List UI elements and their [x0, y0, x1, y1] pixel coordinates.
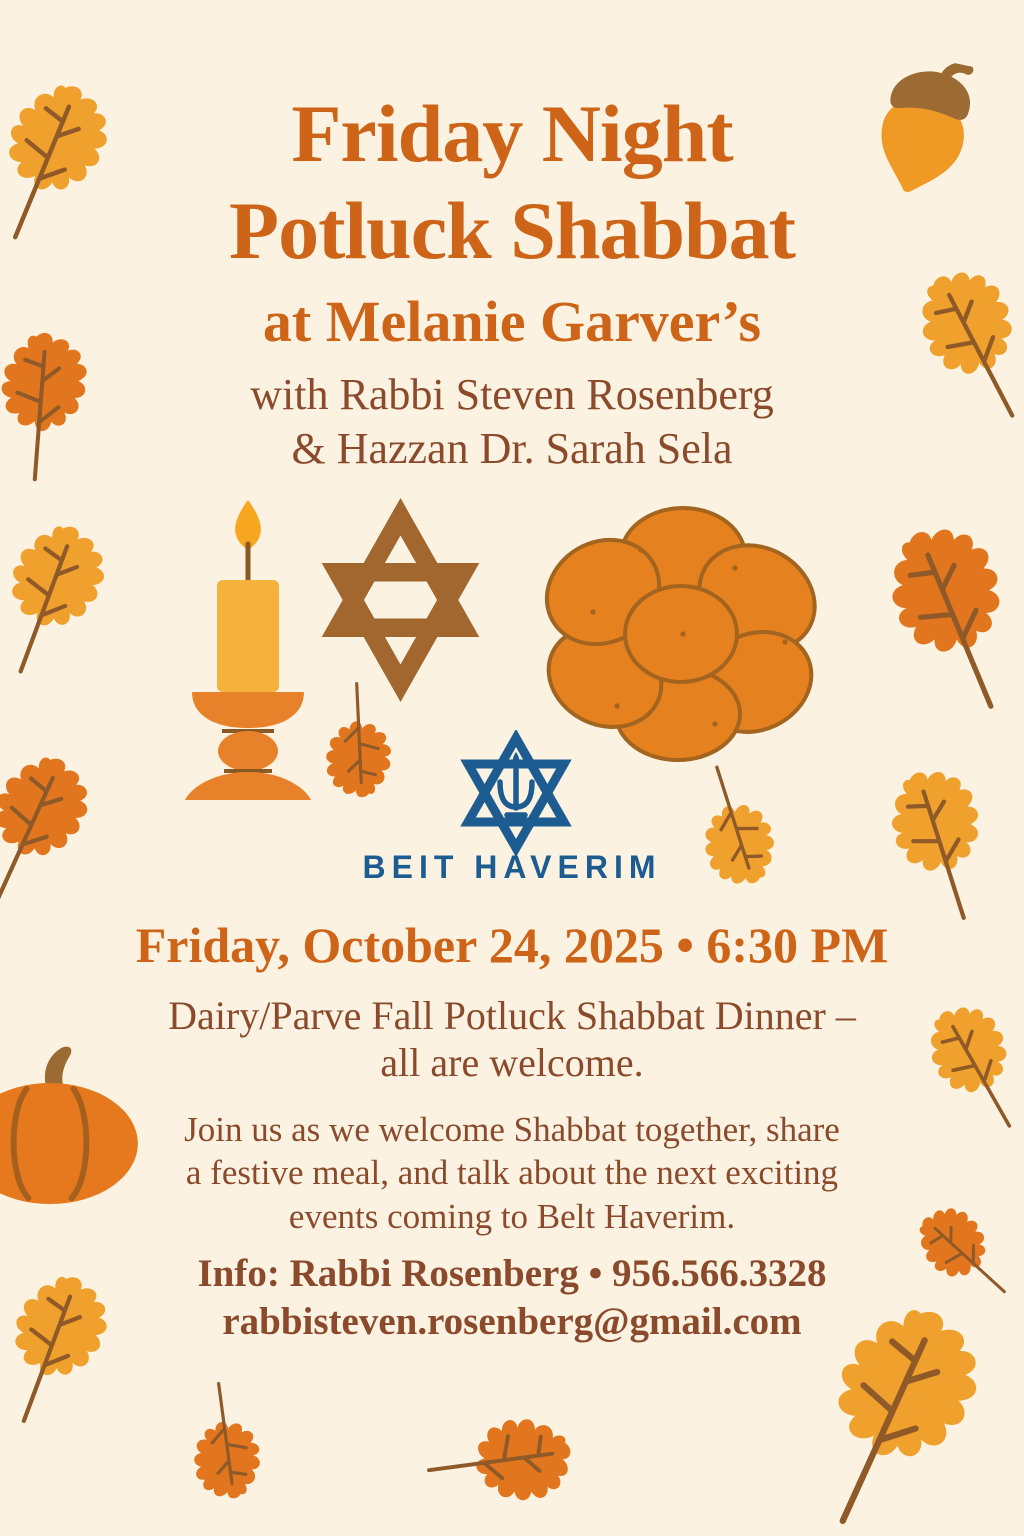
oak-leaf-icon	[411, 1385, 590, 1536]
event-description	[0, 992, 1024, 1086]
event-datetime: Friday, October 24, 2025 • 6:30 PM	[135, 917, 889, 973]
hosts-line1: with Rabbi Steven Rosenberg	[250, 370, 774, 419]
contact-info	[0, 1250, 1024, 1345]
event-description-line2: all are welcome.	[380, 1040, 644, 1086]
oak-leaf-icon	[0, 741, 111, 921]
org-name: BEIT HAVERIM	[362, 849, 662, 885]
title-line1: Friday Night	[291, 88, 733, 179]
event-body-line2: a festive meal, and talk about the next exciting	[185, 1153, 839, 1193]
page-title	[0, 86, 1024, 280]
event-body-line3: events coming to Belt Haverim.	[288, 1196, 736, 1236]
contact-line1: Info: Rabbi Rosenberg • 956.566.3328	[197, 1252, 827, 1295]
event-description-line1: Dairy/Parve Fall Potluck Shabbat Dinner –	[168, 993, 856, 1038]
oak-leaf-icon	[851, 743, 1024, 944]
candle-icon	[168, 494, 328, 804]
event-body-line1: Join us as we welcome Shabbat together, share	[184, 1110, 840, 1149]
event-body	[0, 1108, 1024, 1238]
hosts-lines	[0, 368, 1024, 475]
location-line: at Melanie Garver’s	[262, 289, 762, 354]
hosts-line2: & Hazzan Dr. Sarah Sela	[291, 423, 733, 473]
star-of-david-icon	[308, 498, 493, 702]
oak-leaf-icon	[850, 497, 1024, 735]
challah-icon	[533, 492, 833, 772]
title-line2: Potluck Shabbat	[228, 184, 795, 276]
contact-email: rabbisteven.rosenberg@gmail.com	[222, 1299, 802, 1343]
oak-leaf-icon	[154, 1369, 289, 1516]
oak-leaf-icon	[0, 513, 117, 688]
logo-star-menorah-icon	[460, 730, 572, 856]
